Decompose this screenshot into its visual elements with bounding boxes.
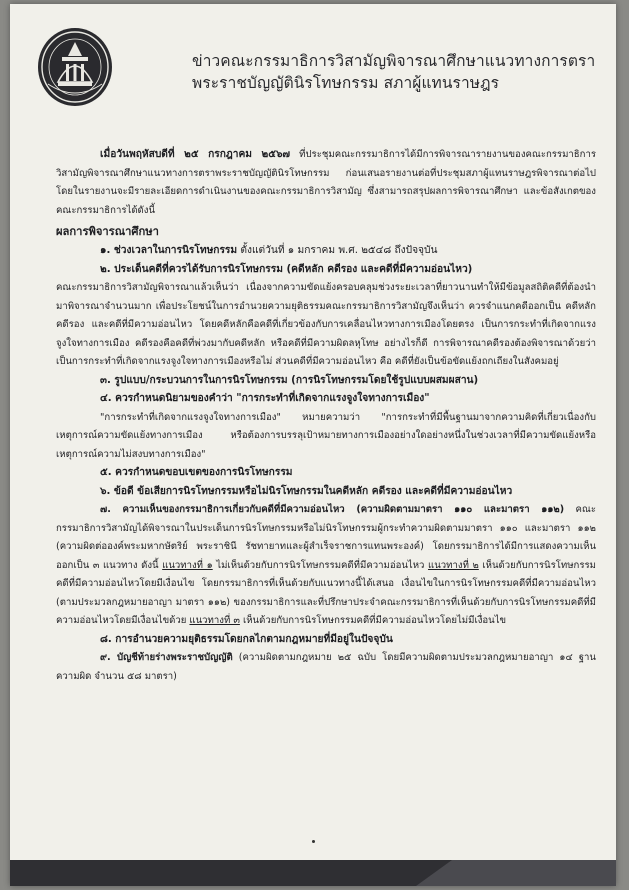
item-6-label: ๖. ข้อดี ข้อเสียการนิรโทษกรรมหรือไม่นิรโทษกรรมในคดีหลัก คดีรอง และคดีที่มีความอ่อนไหว — [100, 485, 513, 497]
page-mark — [312, 840, 315, 843]
item-8 — [56, 631, 596, 650]
section-title: ผลการพิจารณาศึกษา — [56, 225, 159, 238]
document-body — [56, 146, 596, 686]
item-5-label: ๕. ควรกำหนดขอบเขตของการนิรโทษกรรม — [100, 467, 293, 478]
item-2 — [56, 261, 596, 280]
item-1-label: ๑. ช่วงเวลาในการนิรโทษกรรม — [100, 245, 238, 256]
item-7-body-c: เห็นด้วยกับการนิรโทษกรรมคดีที่มีความอ่อนไหวโดยมีเงื่อนไข โดยกรรมาธิการที่เห็นด้วยกับแนวทางนี้ได้เสนอ เงื่อนไขในการนิรโทษกรรมคดีที่มีความอ่อนไหว (ตามประมวลกฎหมายอาญา มาตรา ๑๑๒) ของกรรมาธิการและที่ปรึกษาประจำคณะกรรมาธิการที่เห็นด้วยกับการนิรโทษกรรมคดีที่มีความอ่อนไหวโดยมีเงื่อนไขด้วย — [56, 559, 596, 626]
header — [28, 26, 598, 112]
item-7-body-a: คณะกรรมาธิการวิสามัญได้พิจารณาในประเด็นการนิรโทษกรรมหรือไม่นิรโทษกรรมผู้กระทำความผิดตามมาตรา ๑๑๐ และมาตรา ๑๑๒ (ความผิดต่อองค์พระมหากษัตริย์ พระราชินี รัชทายาทและผู้สำเร็จราชการแทนพระองค์) โดยกรรมาธิการได้มีการแสดงความเห็นออกเป็น ๓ แนวทาง ดังนี้ — [56, 504, 596, 571]
page-title — [192, 50, 602, 94]
item-1-text: ตั้งแต่วันที่ ๑ มกราคม พ.ศ. ๒๕๔๘ ถึงปัจจุบัน — [237, 245, 438, 256]
item-2-body: คณะกรรมาธิการวิสามัญพิจารณาแล้วเห็นว่า เนื่องจากความขัดแย้งครอบคลุมช่วงระยะเวลาที่ยาวนานทำให้มีข้อมูลสถิติคดีที่ต้องนำมาพิจารณาจำนวนมาก เพื่อประโยชน์ในการอำนวยความยุติธรรมคณะกรรมาธิการวิสามัญจึงเห็นว่า ควรจำแนกคดีออกเป็น คดีหลัก คดีรอง และคดีที่มีความอ่อนไหว โดยคดีหลักคือคดีที่เกี่ยวข้องกับการเคลื่อนไหวทางการเมืองโดยตรง เป็นการกระทำที่เกิดจากแรงจูงใจทางการเมือง คดีรองคือคดีที่พ่วงมากับคดีหลัก หรือคดีที่มีความผิดลหุโทษ อย่างไรก็ดี การพิจารณาคดีรองต้องพิจารณาด้วยว่าเป็นการกระทำที่เกิดจากแรงจูงใจทางการเมืองหรือไม่ ส่วนคดีที่มีความอ่อนไหว คือ คดีที่ยังเป็นข้อขัดแย้งถกเถียงในสังคมอยู่ — [56, 282, 596, 367]
item-7-approach-2: แนวทางที่ ๒ — [428, 559, 479, 571]
title-line-1: ข่าวคณะกรรมาธิการวิสามัญพิจารณาศึกษาแนวทางการตรา — [192, 52, 596, 70]
parliament-seal-icon — [36, 26, 114, 108]
item-7-body-d: เห็นด้วยกับการนิรโทษกรรมคดีที่มีความอ่อนไหวโดยไม่มีเงื่อนไข — [239, 615, 507, 626]
footer-bar — [10, 860, 616, 886]
item-3 — [56, 372, 596, 391]
item-7-approach-1: แนวทางที่ ๑ — [162, 559, 213, 571]
item-7-body-b: ไม่เห็นด้วยกับการนิรโทษกรรมคดีที่มีความอ่อนไหว — [212, 559, 429, 571]
item-6 — [56, 483, 596, 502]
intro-paragraph — [56, 146, 596, 220]
footer-stripe — [416, 860, 616, 886]
item-3-label: ๓. รูปแบบ/กระบวนการในการนิรโทษกรรม (การนิรโทษกรรมโดยใช้รูปแบบผสมผสาน) — [100, 374, 479, 386]
item-4-label: ๔. ควรกำหนดนิยามของคำว่า "การกระทำที่เกิดจากแรงจูงใจทางการเมือง" — [100, 393, 430, 404]
intro-lead: เมื่อวันพฤหัสบดีที่ ๒๕ กรกฎาคม ๒๕๖๗ — [100, 149, 291, 160]
item-9 — [56, 649, 596, 686]
item-9-label: ๙. บัญชีท้ายร่างพระราชบัญญัติ — [100, 652, 233, 663]
item-9-text: (ความผิดตามกฎหมาย ๒๕ ฉบับ โดยมีความผิดตามประมวลกฎหมายอาญา ๑๔ ฐานความผิด จำนวน ๕๘ มาตรา) — [56, 652, 596, 682]
item-4 — [56, 390, 596, 409]
document-page — [10, 4, 616, 886]
item-7-label: ๗. ความเห็นของกรรมาธิการเกี่ยวกับคดีที่มีความอ่อนไหว (ความผิดตามมาตรา ๑๑๐ และมาตรา ๑๑๒) — [100, 504, 565, 515]
item-8-label: ๘. การอำนวยความยุติธรรมโดยกลไกตามกฎหมายที่มีอยู่ในปัจจุบัน — [100, 633, 393, 645]
item-4-body: "การกระทำที่เกิดจากแรงจูงใจทางการเมือง" หมายความว่า "การกระทำที่มีพื้นฐานมาจากความคิดที่เกี่ยวเนื่องกับเหตุการณ์ความขัดแย้งทางการเมือง หรือต้องการบรรลุเป้าหมายทางการเมืองอย่างใดอย่างหนึ่งในช่วงเวลาที่มีความขัดแย้งหรือเหตุการณ์ความไม่สงบทางการเมือง" — [56, 411, 596, 460]
title-line-2: พระราชบัญญัตินิรโทษกรรม สภาผู้แทนราษฎร — [192, 74, 500, 92]
item-7 — [56, 501, 596, 631]
item-1 — [56, 242, 596, 261]
item-2-label: ๒. ประเด็นคดีที่ควรได้รับการนิรโทษกรรม (คดีหลัก คดีรอง และคดีที่มีความอ่อนไหว) — [100, 263, 473, 275]
item-5 — [56, 464, 596, 483]
intro-text: ที่ประชุมคณะกรรมาธิการได้มีการพิจารณารายงานของคณะกรรมาธิการวิสามัญพิจารณาศึกษาแนวทางการตราพระราชบัญญัตินิรโทษกรรม ก่อนเสนอรายงานต่อที่ประชุมสภาผู้แทนราษฎรพิจารณาต่อไป โดยในรายงานจะมีรายละเอียดการดำเนินงานของคณะกรรมาธิการวิสามัญ ซึ่งสามารถสรุปผลการพิจารณาศึกษา และข้อสังเกตของคณะกรรมาธิการได้ดังนี้ — [56, 149, 597, 216]
item-7-approach-3: แนวทางที่ ๓ — [189, 615, 240, 626]
